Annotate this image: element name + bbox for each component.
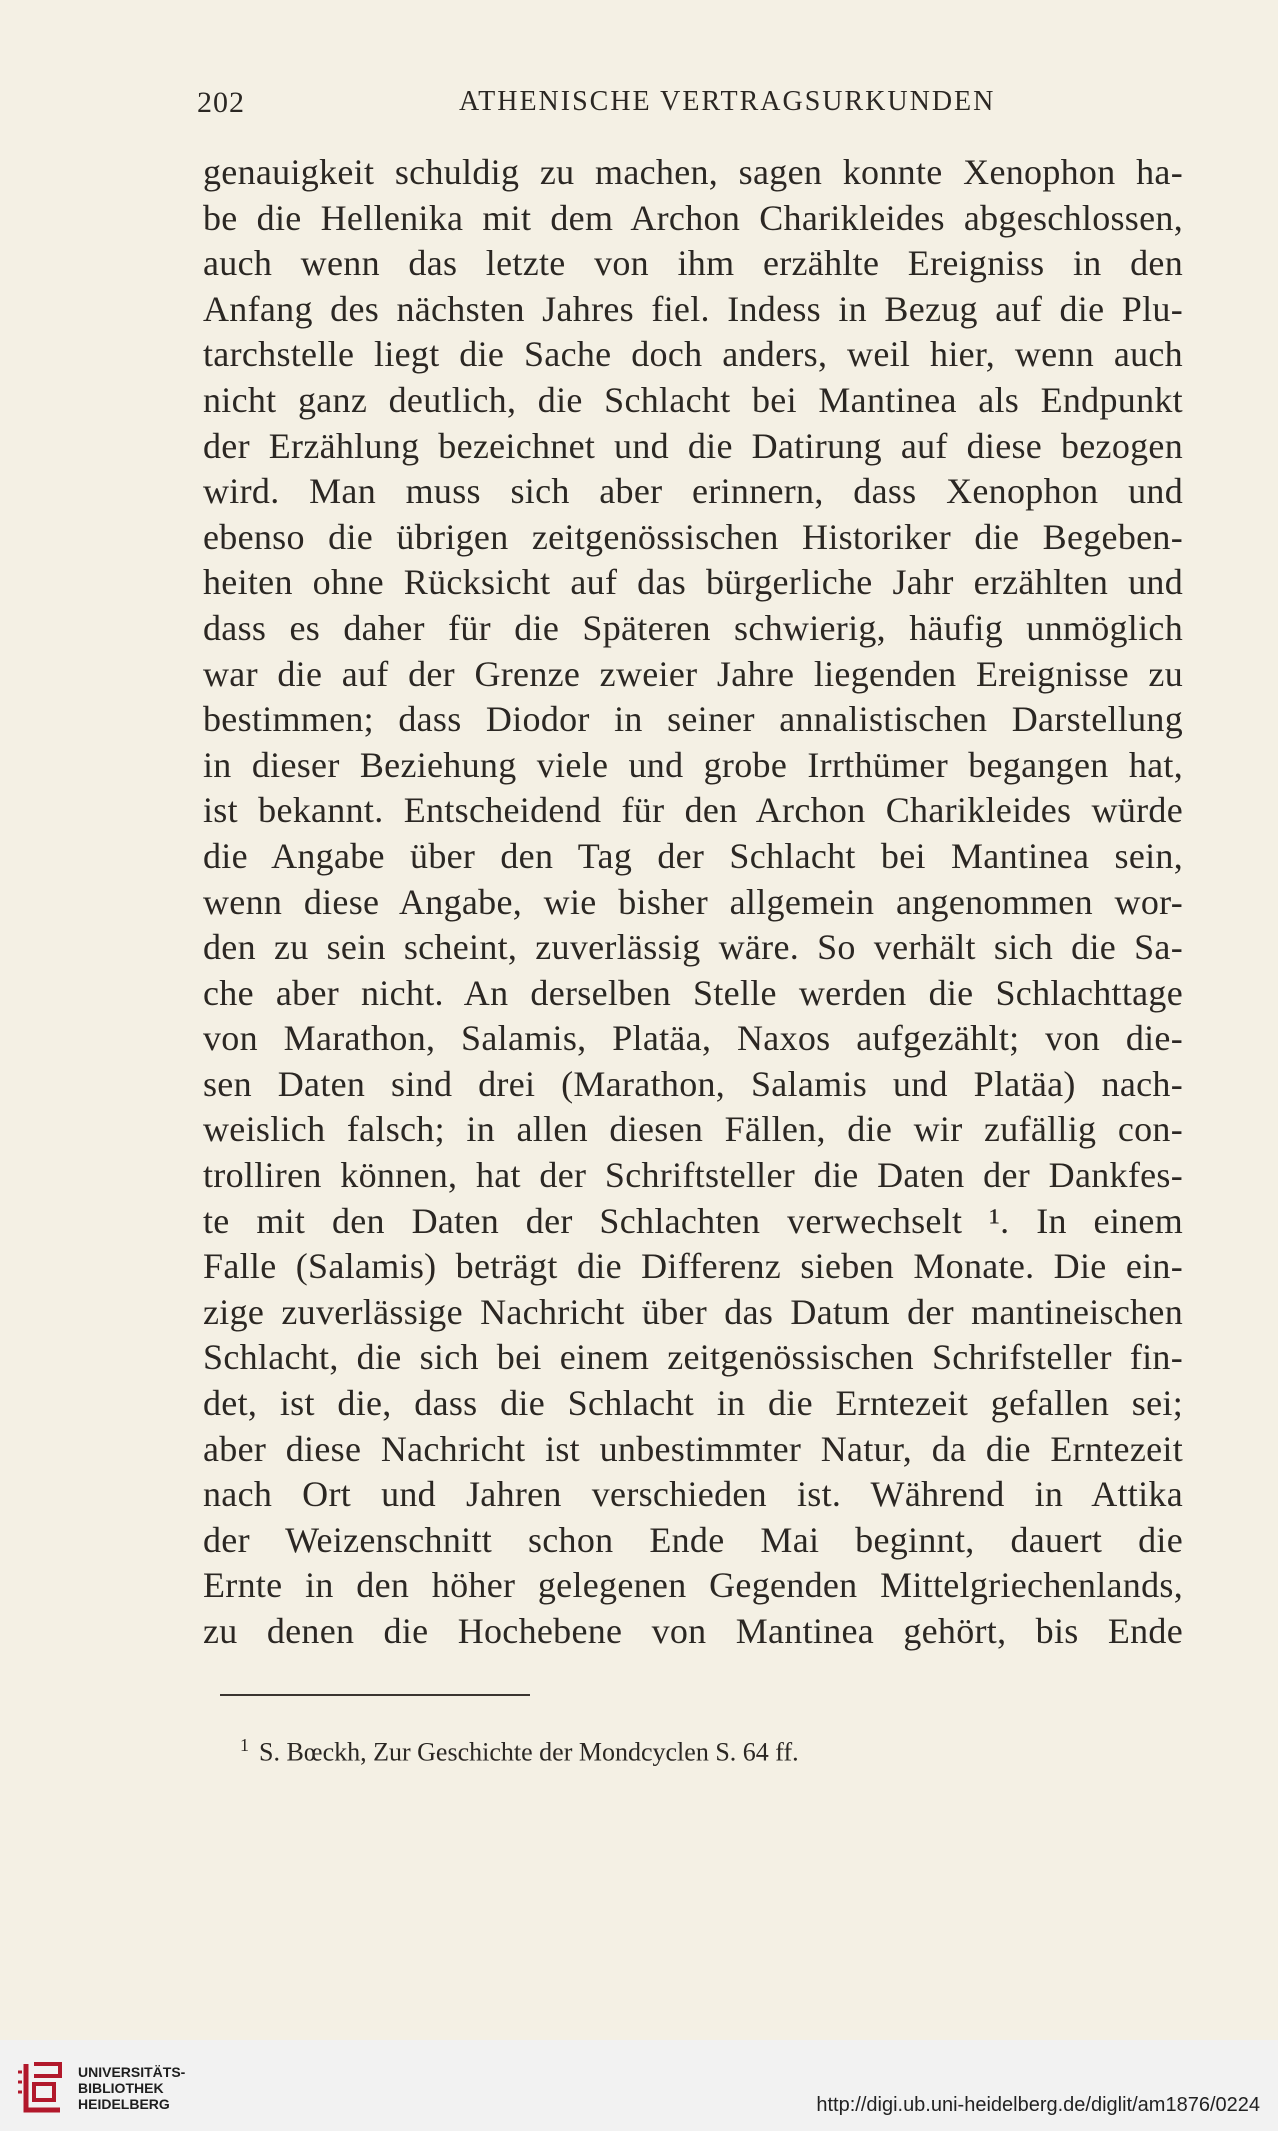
text-line: von Marathon, Salamis, Platäa, Naxos aufgezählt; von die- <box>203 1018 1183 1059</box>
text-line: Ernte in den höher gelegenen Gegenden Mittelgriechenlands, <box>203 1565 1183 1606</box>
text-line: der Erzählung bezeichnet und die Datirung auf diese bezogen <box>203 425 1183 466</box>
library-line-2: BIBLIOTHEK <box>78 2080 164 2096</box>
text-line: heiten ohne Rücksicht auf das bürgerliche Jahr erzählten und <box>203 562 1183 603</box>
text-line: Schlacht, die sich bei einem zeitgenössischen Schrifsteller fin- <box>203 1337 1183 1378</box>
text-line: zu denen die Hochebene von Mantinea gehört, bis Ende <box>203 1611 1183 1651</box>
library-name <box>78 2064 185 2112</box>
text-line: weislich falsch; in allen diesen Fällen, die wir zufällig con- <box>203 1109 1183 1150</box>
text-line: auch wenn das letzte von ihm erzählte Ereigniss in den <box>203 243 1183 284</box>
text-line: ebenso die übrigen zeitgenössischen Historiker die Begeben- <box>203 516 1183 557</box>
footnote-marker: 1 <box>240 1735 249 1755</box>
text-line: ist bekannt. Entscheidend für den Archon Charikleides würde <box>203 790 1183 831</box>
text-line: in dieser Beziehung viele und grobe Irrthümer begangen hat, <box>203 744 1183 785</box>
library-footer <box>0 2040 1278 2131</box>
text-line: aber diese Nachricht ist unbestimmter Natur, da die Erntezeit <box>203 1428 1183 1469</box>
text-line: wird. Man muss sich aber erinnern, dass Xenophon und <box>203 471 1183 512</box>
text-line: die Angabe über den Tag der Schlacht bei Mantinea sein, <box>203 835 1183 876</box>
text-line: che aber nicht. An derselben Stelle werden die Schlachttage <box>203 972 1183 1013</box>
footnote <box>240 1735 1140 1768</box>
text-line: nach Ort und Jahren verschieden ist. Während in Attika <box>203 1474 1183 1515</box>
text-line: Anfang des nächsten Jahres fiel. Indess in Bezug auf die Plu- <box>203 288 1183 329</box>
text-line: den zu sein scheint, zuverlässig wäre. So verhält sich die Sa- <box>203 927 1183 968</box>
text-line: war die auf der Grenze zweier Jahre liegenden Ereignisse zu <box>203 653 1183 694</box>
text-line: wenn diese Angabe, wie bisher allgemein angenommen wor- <box>203 881 1183 922</box>
library-line-1: UNIVERSITÄTS- <box>78 2064 186 2080</box>
page-number: 202 <box>197 86 245 119</box>
text-line: sen Daten sind drei (Marathon, Salamis und Platäa) nach- <box>203 1063 1183 1104</box>
text-line: bestimmen; dass Diodor in seiner annalistischen Darstellung <box>203 699 1183 740</box>
library-line-3: HEIDELBERG <box>78 2096 170 2112</box>
text-line: zige zuverlässige Nachricht über das Datum der mantineischen <box>203 1291 1183 1332</box>
text-line: be die Hellenika mit dem Archon Charikleides abgeschlossen, <box>203 197 1183 238</box>
text-line: tarchstelle liegt die Sache doch anders, weil hier, wenn auch <box>203 334 1183 375</box>
text-line: dass es daher für die Späteren schwierig, häufig unmöglich <box>203 607 1183 648</box>
text-line: nicht ganz deutlich, die Schlacht bei Mantinea als Endpunkt <box>203 379 1183 420</box>
text-line: Falle (Salamis) beträgt die Differenz sieben Monate. Die ein- <box>203 1246 1183 1287</box>
body-text <box>203 150 1183 1655</box>
footnote-divider <box>220 1694 530 1696</box>
text-line: der Weizenschnitt schon Ende Mai beginnt, dauert die <box>203 1519 1183 1560</box>
page-header <box>197 86 1187 126</box>
running-title: ATHENISCHE VERTRAGSURKUNDEN <box>459 86 996 117</box>
text-line: genauigkeit schuldig zu machen, sagen konnte Xenophon ha- <box>203 152 1183 192</box>
text-line: trolliren können, hat der Schriftsteller die Daten der Dankfes- <box>203 1155 1183 1196</box>
permalink-url[interactable]: http://digi.ub.uni-heidelberg.de/diglit/am1876/0224 <box>816 2094 1260 2116</box>
text-line: te mit den Daten der Schlachten verwechselt ¹. In einem <box>203 1200 1183 1241</box>
footnote-text: S. Bœckh, Zur Geschichte der Mondcyclen S. 64 ff. <box>259 1737 799 1767</box>
library-logo-icon <box>16 2058 66 2116</box>
text-line: det, ist die, dass die Schlacht in die Erntezeit gefallen sei; <box>203 1383 1183 1424</box>
